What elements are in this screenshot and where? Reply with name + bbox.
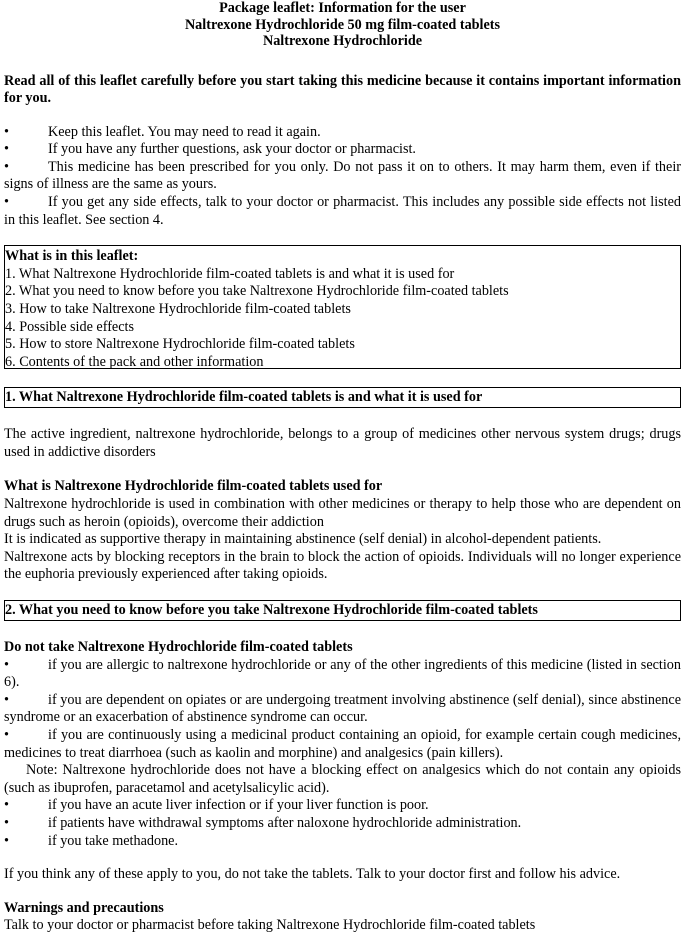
header-product: Naltrexone Hydrochloride 50 mg film-coated tablets — [184, 16, 501, 33]
leaflet-page — [4, 0, 681, 935]
toc-item: 3. How to take Naltrexone Hydrochloride film-coated tablets — [5, 301, 351, 318]
bullet-icon: • — [4, 123, 9, 140]
intro-bullet-list — [4, 124, 681, 230]
section-2-heading: 2. What you need to know before you take Naltrexone Hydrochloride film-coated tablets — [4, 600, 681, 621]
section-1-para: Naltrexone acts by blocking receptors in the brain to block the action of opioids. Individuals will no longer experience the euphoria previously experienced after taking opioids. — [4, 548, 681, 583]
warnings-text: Talk to your doctor or pharmacist before taking Naltrexone Hydrochloride film-coated tablets — [4, 917, 536, 934]
toc-item: 5. How to store Naltrexone Hydrochloride film-coated tablets — [5, 336, 355, 353]
advice-text: If you think any of these apply to you, do not take the tablets. Talk to your doctor first and follow his advice. — [4, 866, 621, 883]
note-text: Note: Naltrexone hydrochloride does not have a blocking effect on analgesics which do not contain any opioids (such as ibuprofen, paracetamol and acetylsalicylic acid). — [4, 762, 681, 796]
bullet-icon: • — [4, 814, 9, 831]
list-item: • if you are dependent on opiates or are undergoing treatment involving abstinence (self denial), since abstinence syndrome or an exacerbation of abstinence syndrome can occur. — [4, 691, 681, 726]
toc-item: 1. What Naltrexone Hydrochloride film-coated tablets is and what it is used for — [5, 265, 455, 282]
toc-item: 4. Possible side effects — [5, 318, 134, 335]
bullet-icon: • — [4, 832, 9, 849]
list-item: • if you are continuously using a medicinal product containing an opioid, for example certain cough medicines, medicines to treat diarrhoea (such as kaolin and morphine) and analgesics (pain killers). — [4, 726, 681, 761]
table-of-contents — [4, 245, 681, 369]
list-item: • Keep this leaflet. You may need to read it again. — [4, 123, 321, 140]
list-item: • if you have an acute liver infection or if your liver function is poor. — [4, 797, 429, 814]
list-item: • if you are allergic to naltrexone hydrochloride or any of the other ingredients of this medicine (listed in section 6). — [4, 656, 681, 691]
bullet-icon: • — [4, 141, 9, 158]
toc-item: 2. What you need to know before you take Naltrexone Hydrochloride film-coated tablets — [5, 283, 509, 300]
section-1-para: Naltrexone hydrochloride is used in combination with other medicines or therapy to help those who are dependent on drugs such as heroin (opioids), overcome their addiction — [4, 496, 681, 530]
section-1-para: The active ingredient, naltrexone hydrochloride, belongs to a group of medicines other nervous system drugs; drugs used in addictive disorders — [4, 426, 681, 460]
warnings-heading: Warnings and precautions — [4, 899, 164, 916]
bullet-icon: • — [4, 656, 9, 673]
bullet-icon: • — [4, 726, 9, 743]
leaflet-header — [4, 0, 681, 50]
bullet-icon: • — [4, 691, 9, 708]
header-title: Package leaflet: Information for the user — [219, 0, 466, 16]
list-item: • This medicine has been prescribed for you only. Do not pass it on to others. It may harm them, even if their signs of illness are the same as yours. — [4, 158, 681, 193]
section-1-subheading: What is Naltrexone Hydrochloride film-coated tablets used for — [4, 478, 383, 495]
section-1-para: It is indicated as supportive therapy in maintaining abstinence (self denial) in alcohol-dependent patients. — [4, 531, 602, 548]
list-item: • if patients have withdrawal symptoms after naloxone hydrochloride administration. — [4, 814, 522, 831]
list-item: • If you have any further questions, ask your doctor or pharmacist. — [4, 141, 416, 158]
list-item: • If you get any side effects, talk to your doctor or pharmacist. This includes any possible side effects not listed in this leaflet. See section 4. — [4, 194, 681, 228]
toc-title: What is in this leaflet: — [5, 248, 139, 265]
header-substance: Naltrexone Hydrochloride — [262, 33, 423, 49]
list-item: • if you take methadone. — [4, 832, 179, 849]
intro-notice: Read all of this leaflet carefully before you start taking this medicine because it contains important information for you. — [4, 72, 681, 107]
bullet-icon: • — [4, 194, 9, 211]
bullet-icon: • — [4, 797, 9, 814]
bullet-icon: • — [4, 158, 9, 175]
section-1-heading: 1. What Naltrexone Hydrochloride film-coated tablets is and what it is used for — [4, 387, 681, 408]
section-2-subheading: Do not take Naltrexone Hydrochloride film-coated tablets — [4, 639, 353, 655]
toc-item: 6. Contents of the pack and other information — [5, 353, 264, 370]
